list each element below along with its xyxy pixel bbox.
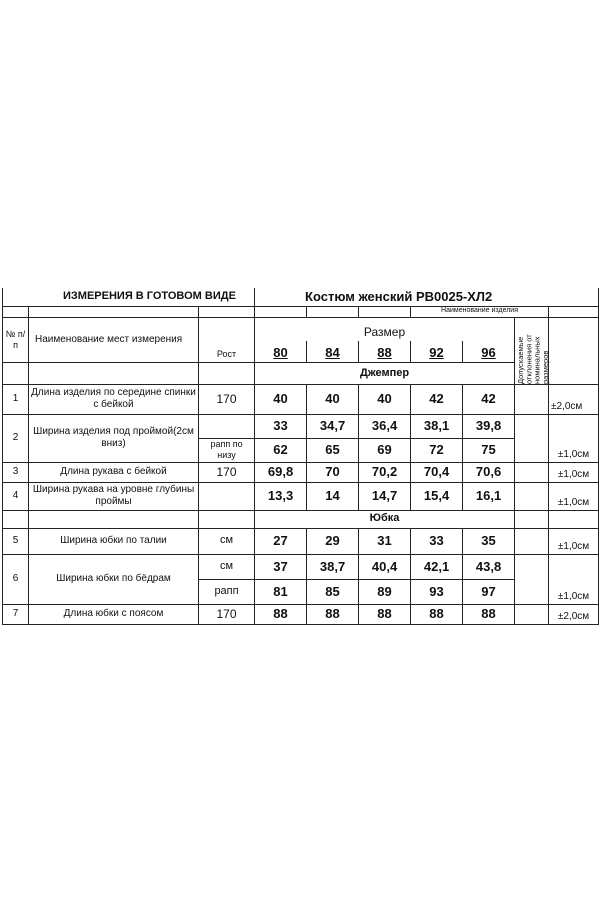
cell: 88: [255, 604, 307, 624]
cell: 69,8: [255, 462, 307, 482]
cell: 85: [307, 579, 359, 604]
height-header: Рост: [199, 317, 255, 362]
table-row: [3, 384, 599, 414]
cell: 70: [307, 462, 359, 482]
cell: 14: [307, 482, 359, 510]
row-tolerance: ±1,0см: [549, 554, 599, 604]
measurements-title: ИЗМЕРЕНИЯ В ГОТОВОМ ВИДЕ: [3, 288, 255, 306]
cell: 70,6: [463, 462, 515, 482]
cell: 88: [411, 604, 463, 624]
cell: 40: [255, 384, 307, 414]
row-name: Длина рукава с бейкой: [29, 462, 199, 482]
cell: 29: [307, 528, 359, 554]
section-row-jumper: [3, 362, 599, 384]
product-title: Костюм женский РВ0025-ХЛ2: [255, 288, 599, 306]
cell: 35: [463, 528, 515, 554]
row-name: Ширина рукава на уровне глубины проймы: [29, 482, 199, 510]
measurement-table: [2, 288, 599, 625]
table-row: [3, 528, 599, 554]
cell: 97: [463, 579, 515, 604]
cell: 34,7: [307, 414, 359, 438]
row-number: 4: [3, 482, 29, 510]
table-row: [3, 482, 599, 510]
cell: 38,1: [411, 414, 463, 438]
row-height: [199, 482, 255, 510]
cell: 43,8: [463, 554, 515, 579]
cell: 14,7: [359, 482, 411, 510]
section-row-skirt: [3, 510, 599, 528]
cell: 42: [411, 384, 463, 414]
row-tolerance: ±1,0см: [549, 414, 599, 462]
cell: 42: [463, 384, 515, 414]
row-height: [199, 414, 255, 438]
cell: 33: [411, 528, 463, 554]
cell: 89: [359, 579, 411, 604]
size-96: 96: [463, 341, 515, 363]
row-height: 170: [199, 384, 255, 414]
section-jumper: Джемпер: [255, 362, 515, 384]
cell: 88: [359, 604, 411, 624]
cell: 72: [411, 438, 463, 462]
row-name: Длина юбки с поясом: [29, 604, 199, 624]
cell: 40: [359, 384, 411, 414]
index-header: № п/п: [3, 317, 29, 362]
cell: 13,3: [255, 482, 307, 510]
cell: 37: [255, 554, 307, 579]
cell: 39,8: [463, 414, 515, 438]
cell: 42,1: [411, 554, 463, 579]
row-number: 5: [3, 528, 29, 554]
row-number: 6: [3, 554, 29, 604]
size-88: 88: [359, 341, 411, 363]
row-height-secondary: рапп: [199, 579, 255, 604]
row-tolerance: ±2,0см: [549, 384, 599, 414]
measurement-sheet: [2, 288, 598, 625]
product-caption: Наименование изделия: [411, 306, 549, 317]
table-row: [3, 462, 599, 482]
cell: 15,4: [411, 482, 463, 510]
row-name: Ширина юбки по талии: [29, 528, 199, 554]
row-name: Ширина изделия под проймой(2см вниз): [29, 414, 199, 462]
name-header: Наименование мест измерения: [29, 317, 199, 362]
table-row: [3, 414, 599, 438]
header-row: [3, 317, 599, 341]
cell: 93: [411, 579, 463, 604]
cell: 27: [255, 528, 307, 554]
row-name: Ширина юбки по бёдрам: [29, 554, 199, 604]
cell: 36,4: [359, 414, 411, 438]
cell: 88: [307, 604, 359, 624]
cell: 38,7: [307, 554, 359, 579]
section-skirt: Юбка: [255, 510, 515, 528]
tolerance-header-text: Допускаемые отклонения от номинальных размеров: [516, 333, 550, 384]
cell: 70,2: [359, 462, 411, 482]
cell: 16,1: [463, 482, 515, 510]
row-height: 170: [199, 462, 255, 482]
size-84: 84: [307, 341, 359, 363]
cell: 69: [359, 438, 411, 462]
table-row: [3, 604, 599, 624]
row-tolerance: ±1,0см: [549, 528, 599, 554]
caption-row: [3, 306, 599, 317]
cell: 81: [255, 579, 307, 604]
row-name: Длина изделия по середине спинки с бейкой: [29, 384, 199, 414]
title-row: [3, 288, 599, 306]
cell: 70,4: [411, 462, 463, 482]
size-group-header: Размер: [255, 317, 515, 341]
row-number: 3: [3, 462, 29, 482]
row-height: см: [199, 554, 255, 579]
size-80: 80: [255, 341, 307, 363]
row-number: 7: [3, 604, 29, 624]
cell: 75: [463, 438, 515, 462]
row-tolerance: ±1,0см: [549, 462, 599, 482]
cell: 31: [359, 528, 411, 554]
row-number: 1: [3, 384, 29, 414]
row-tolerance: ±2,0см: [549, 604, 599, 624]
row-number: 2: [3, 414, 29, 462]
row-height-secondary: рапп по низу: [199, 438, 255, 462]
size-92: 92: [411, 341, 463, 363]
cell: 65: [307, 438, 359, 462]
table-row: [3, 554, 599, 579]
cell: 40: [307, 384, 359, 414]
row-height: 170: [199, 604, 255, 624]
cell: 62: [255, 438, 307, 462]
cell: 88: [463, 604, 515, 624]
cell: 40,4: [359, 554, 411, 579]
cell: 33: [255, 414, 307, 438]
row-tolerance: ±1,0см: [549, 482, 599, 510]
row-height: см: [199, 528, 255, 554]
tolerance-header: [515, 317, 549, 384]
